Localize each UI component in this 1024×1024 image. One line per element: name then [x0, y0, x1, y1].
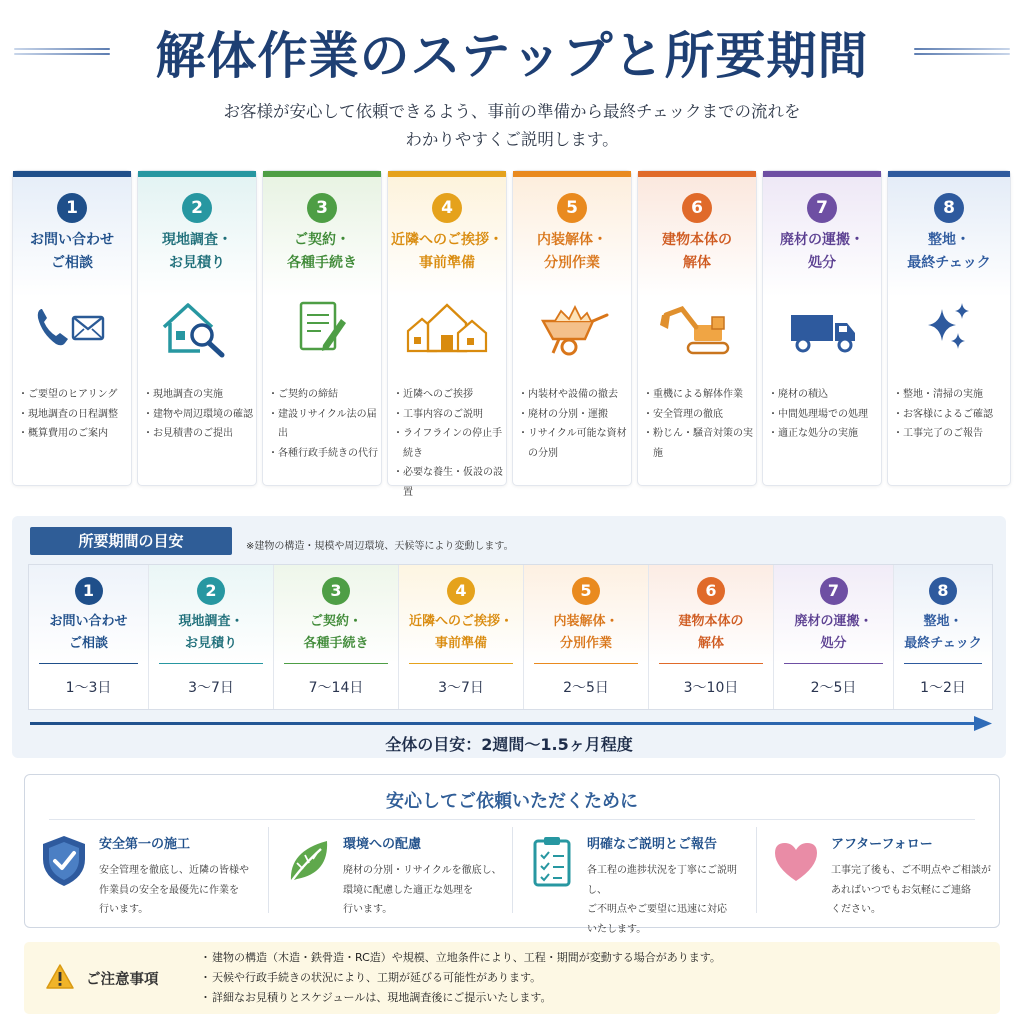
subtitle-line: お客様が安心して依頼できるよう、事前の準備から最終チェックまでの流れを	[223, 102, 801, 121]
list-item: ・ 各種行政手続きの代行	[270, 444, 378, 464]
assurance-item-environment	[269, 827, 513, 917]
step-title: 近隣へのご挨拶・ 事前準備	[391, 232, 503, 271]
list-item: ・ 重機による解体作業	[645, 385, 753, 405]
assurance-name: 安全第一の施工	[99, 837, 191, 852]
step-number: 3	[307, 193, 337, 223]
clipboard-check-icon	[527, 833, 577, 889]
assurance-desc: 各工程の進捗状況を丁寧にご説明し、 ご不明点やご要望に迅速に対応 いたします。	[587, 865, 737, 935]
step-card-2	[137, 170, 257, 486]
duration-note: ※建物の構造・規模や周辺環境、天候等により変動します。	[246, 541, 514, 552]
duration-days: 3〜7日	[438, 680, 484, 696]
leaf-icon	[283, 833, 333, 889]
excavator-icon	[654, 295, 740, 361]
step-details	[770, 385, 878, 444]
list-item: ・ 建物の構造（木造・鉄骨造・RC造）や規模、立地条件により、工程・期間が変動する場合があります。	[202, 948, 721, 968]
step-title: 建物本体の 解体	[662, 232, 732, 271]
step-number: 2	[182, 193, 212, 223]
step-title: 建物本体の 解体	[678, 614, 744, 651]
step-number: 7	[807, 193, 837, 223]
list-item: ・ 安全管理の徹底	[645, 405, 753, 425]
duration-cell-3	[274, 565, 399, 709]
step-number: 3	[322, 577, 350, 605]
list-item: ・ リサイクル可能な資材の分別	[520, 424, 628, 463]
step-title: 整地・ 最終チェック	[907, 232, 991, 271]
duration-total: 全体の目安：2週間〜1.5ヶ月程度	[385, 735, 633, 754]
shield-check-icon	[39, 833, 89, 889]
assurance-item-aftercare	[757, 827, 1001, 917]
step-number: 4	[447, 577, 475, 605]
assurance-name: アフターフォロー	[831, 837, 933, 852]
step-details	[145, 385, 253, 444]
list-item: ・ 建物や周辺環境の確認	[145, 405, 253, 425]
assurance-desc: 廃材の分別・リサイクルを徹底し、 環境に配慮した適正な処理を 行います。	[343, 865, 502, 915]
step-title: 現地調査・ お見積り	[162, 232, 232, 271]
step-number: 7	[820, 577, 848, 605]
timeline-arrow	[30, 716, 992, 732]
list-item: ・ 廃材の積込	[770, 385, 878, 405]
list-item: ・ 近隣へのご挨拶	[395, 385, 503, 405]
step-card-5	[512, 170, 632, 486]
list-item: ・ 内装材や設備の撤去	[520, 385, 628, 405]
list-item: ・ お見積書のご提出	[145, 424, 253, 444]
page-subtitle	[0, 98, 1024, 154]
sparkle-icon	[906, 295, 992, 361]
assurance-name: 明確なご説明とご報告	[587, 837, 718, 852]
duration-cell-6	[649, 565, 774, 709]
list-item: ・ 現地調査の実施	[145, 385, 253, 405]
duration-table	[28, 564, 993, 710]
houses-icon	[404, 295, 490, 361]
assurance-item-reporting	[513, 827, 757, 935]
list-item: ・ 廃材の分別・運搬	[520, 405, 628, 425]
list-item: ・ 適正な処分の実施	[770, 424, 878, 444]
duration-cell-1	[29, 565, 149, 709]
wheelbarrow-icon	[529, 295, 615, 361]
step-details	[20, 385, 128, 444]
step-title: ご契約・ 各種手続き	[287, 232, 357, 271]
list-item: ・ 現地調査の日程調整	[20, 405, 128, 425]
step-details	[395, 385, 503, 502]
step-card-7	[762, 170, 882, 486]
duration-cell-5	[524, 565, 649, 709]
step-number: 1	[75, 577, 103, 605]
list-item: ・ ご要望のヒアリング	[20, 385, 128, 405]
list-item: ・ 概算費用のご案内	[20, 424, 128, 444]
document-pen-icon	[279, 295, 365, 361]
list-item: ・ 建設リサイクル法の届出	[270, 405, 378, 444]
list-item: ・ 必要な養生・仮設の設置	[395, 463, 503, 502]
list-item: ・ ご契約の締結	[270, 385, 378, 405]
step-card-6	[637, 170, 757, 486]
heart-icon	[771, 833, 821, 889]
duration-days: 7〜14日	[308, 680, 364, 696]
step-title: お問い合わせ ご相談	[30, 232, 114, 271]
step-card-4	[387, 170, 507, 498]
step-details	[895, 385, 1007, 444]
caution-list	[202, 948, 721, 1008]
list-item: ・ 整地・清掃の実施	[895, 385, 1007, 405]
duration-cell-7	[774, 565, 894, 709]
duration-cell-2	[149, 565, 274, 709]
step-number: 4	[432, 193, 462, 223]
step-title: 現地調査・ お見積り	[178, 614, 244, 651]
step-details	[270, 385, 378, 463]
duration-cell-8	[894, 565, 992, 709]
duration-days: 1〜2日	[920, 680, 966, 696]
page-title: 解体作業のステップと所要期間	[155, 26, 869, 85]
list-item: ・ ライフラインの停止手続き	[395, 424, 503, 463]
duration-days: 2〜5日	[810, 680, 857, 696]
step-title: 廃材の運搬・ 処分	[780, 232, 864, 271]
header	[0, 0, 1024, 160]
truck-icon	[779, 295, 865, 361]
step-number: 6	[682, 193, 712, 223]
step-number: 8	[934, 193, 964, 223]
step-cards	[12, 170, 1012, 498]
title-decoration-right	[914, 45, 1010, 59]
duration-days: 3〜10日	[683, 680, 739, 696]
step-number: 8	[929, 577, 957, 605]
step-title: ご契約・ 各種手続き	[303, 614, 369, 651]
step-number: 1	[57, 193, 87, 223]
assurance-name: 環境への配慮	[343, 837, 422, 852]
duration-days: 2〜5日	[563, 680, 609, 696]
step-card-8	[887, 170, 1011, 486]
step-details	[520, 385, 628, 463]
caution-section	[24, 942, 1000, 1014]
step-number: 5	[557, 193, 587, 223]
phone-mail-icon	[29, 295, 115, 361]
duration-cell-4	[399, 565, 524, 709]
assurance-item-safety	[25, 827, 269, 917]
duration-label: 所要期間の目安	[30, 527, 232, 555]
subtitle-line: わかりやすくご説明します。	[405, 130, 619, 149]
warning-icon	[46, 964, 74, 990]
house-magnifier-icon	[154, 295, 240, 361]
step-title: 内装解体・ 分別作業	[537, 232, 607, 271]
list-item: ・ 工事内容のご説明	[395, 405, 503, 425]
list-item: ・ 工事完了のご報告	[895, 424, 1007, 444]
list-item: ・ 天候や行政手続きの状況により、工期が延びる可能性があります。	[202, 968, 721, 988]
step-number: 2	[197, 577, 225, 605]
step-details	[645, 385, 753, 463]
list-item: ・ 中間処理場での処理	[770, 405, 878, 425]
step-card-1	[12, 170, 132, 486]
step-card-3	[262, 170, 382, 486]
step-title: お問い合わせ ご相談	[49, 614, 128, 651]
step-number: 5	[572, 577, 600, 605]
assurance-section	[24, 774, 1000, 935]
step-title: 内装解体・ 分別作業	[553, 614, 619, 651]
duration-days: 1〜3日	[65, 680, 112, 696]
list-item: ・ 詳細なお見積りとスケジュールは、現地調査後にご提示いたします。	[202, 988, 721, 1008]
assurance-desc: 工事完了後も、ご不明点やご相談が あればいつでもお気軽にご連絡 ください。	[831, 865, 991, 915]
step-title: 近隣へのご挨拶・ 事前準備	[408, 614, 513, 651]
duration-days: 3〜7日	[188, 680, 234, 696]
assurance-title: 安心してご依頼いただくために	[386, 791, 638, 812]
list-item: ・ 粉じん・騒音対策の実施	[645, 424, 753, 463]
list-item: ・ お客様によるご確認	[895, 405, 1007, 425]
step-number: 6	[697, 577, 725, 605]
assurance-desc: 安全管理を徹底し、近隣の皆様や 作業員の安全を最優先に作業を 行います。	[99, 865, 249, 915]
duration-section	[12, 516, 1006, 758]
step-title: 廃材の運搬・ 処分	[794, 614, 873, 651]
caution-title: ご注意事項	[86, 972, 159, 988]
step-title: 整地・ 最終チェック	[904, 614, 982, 651]
